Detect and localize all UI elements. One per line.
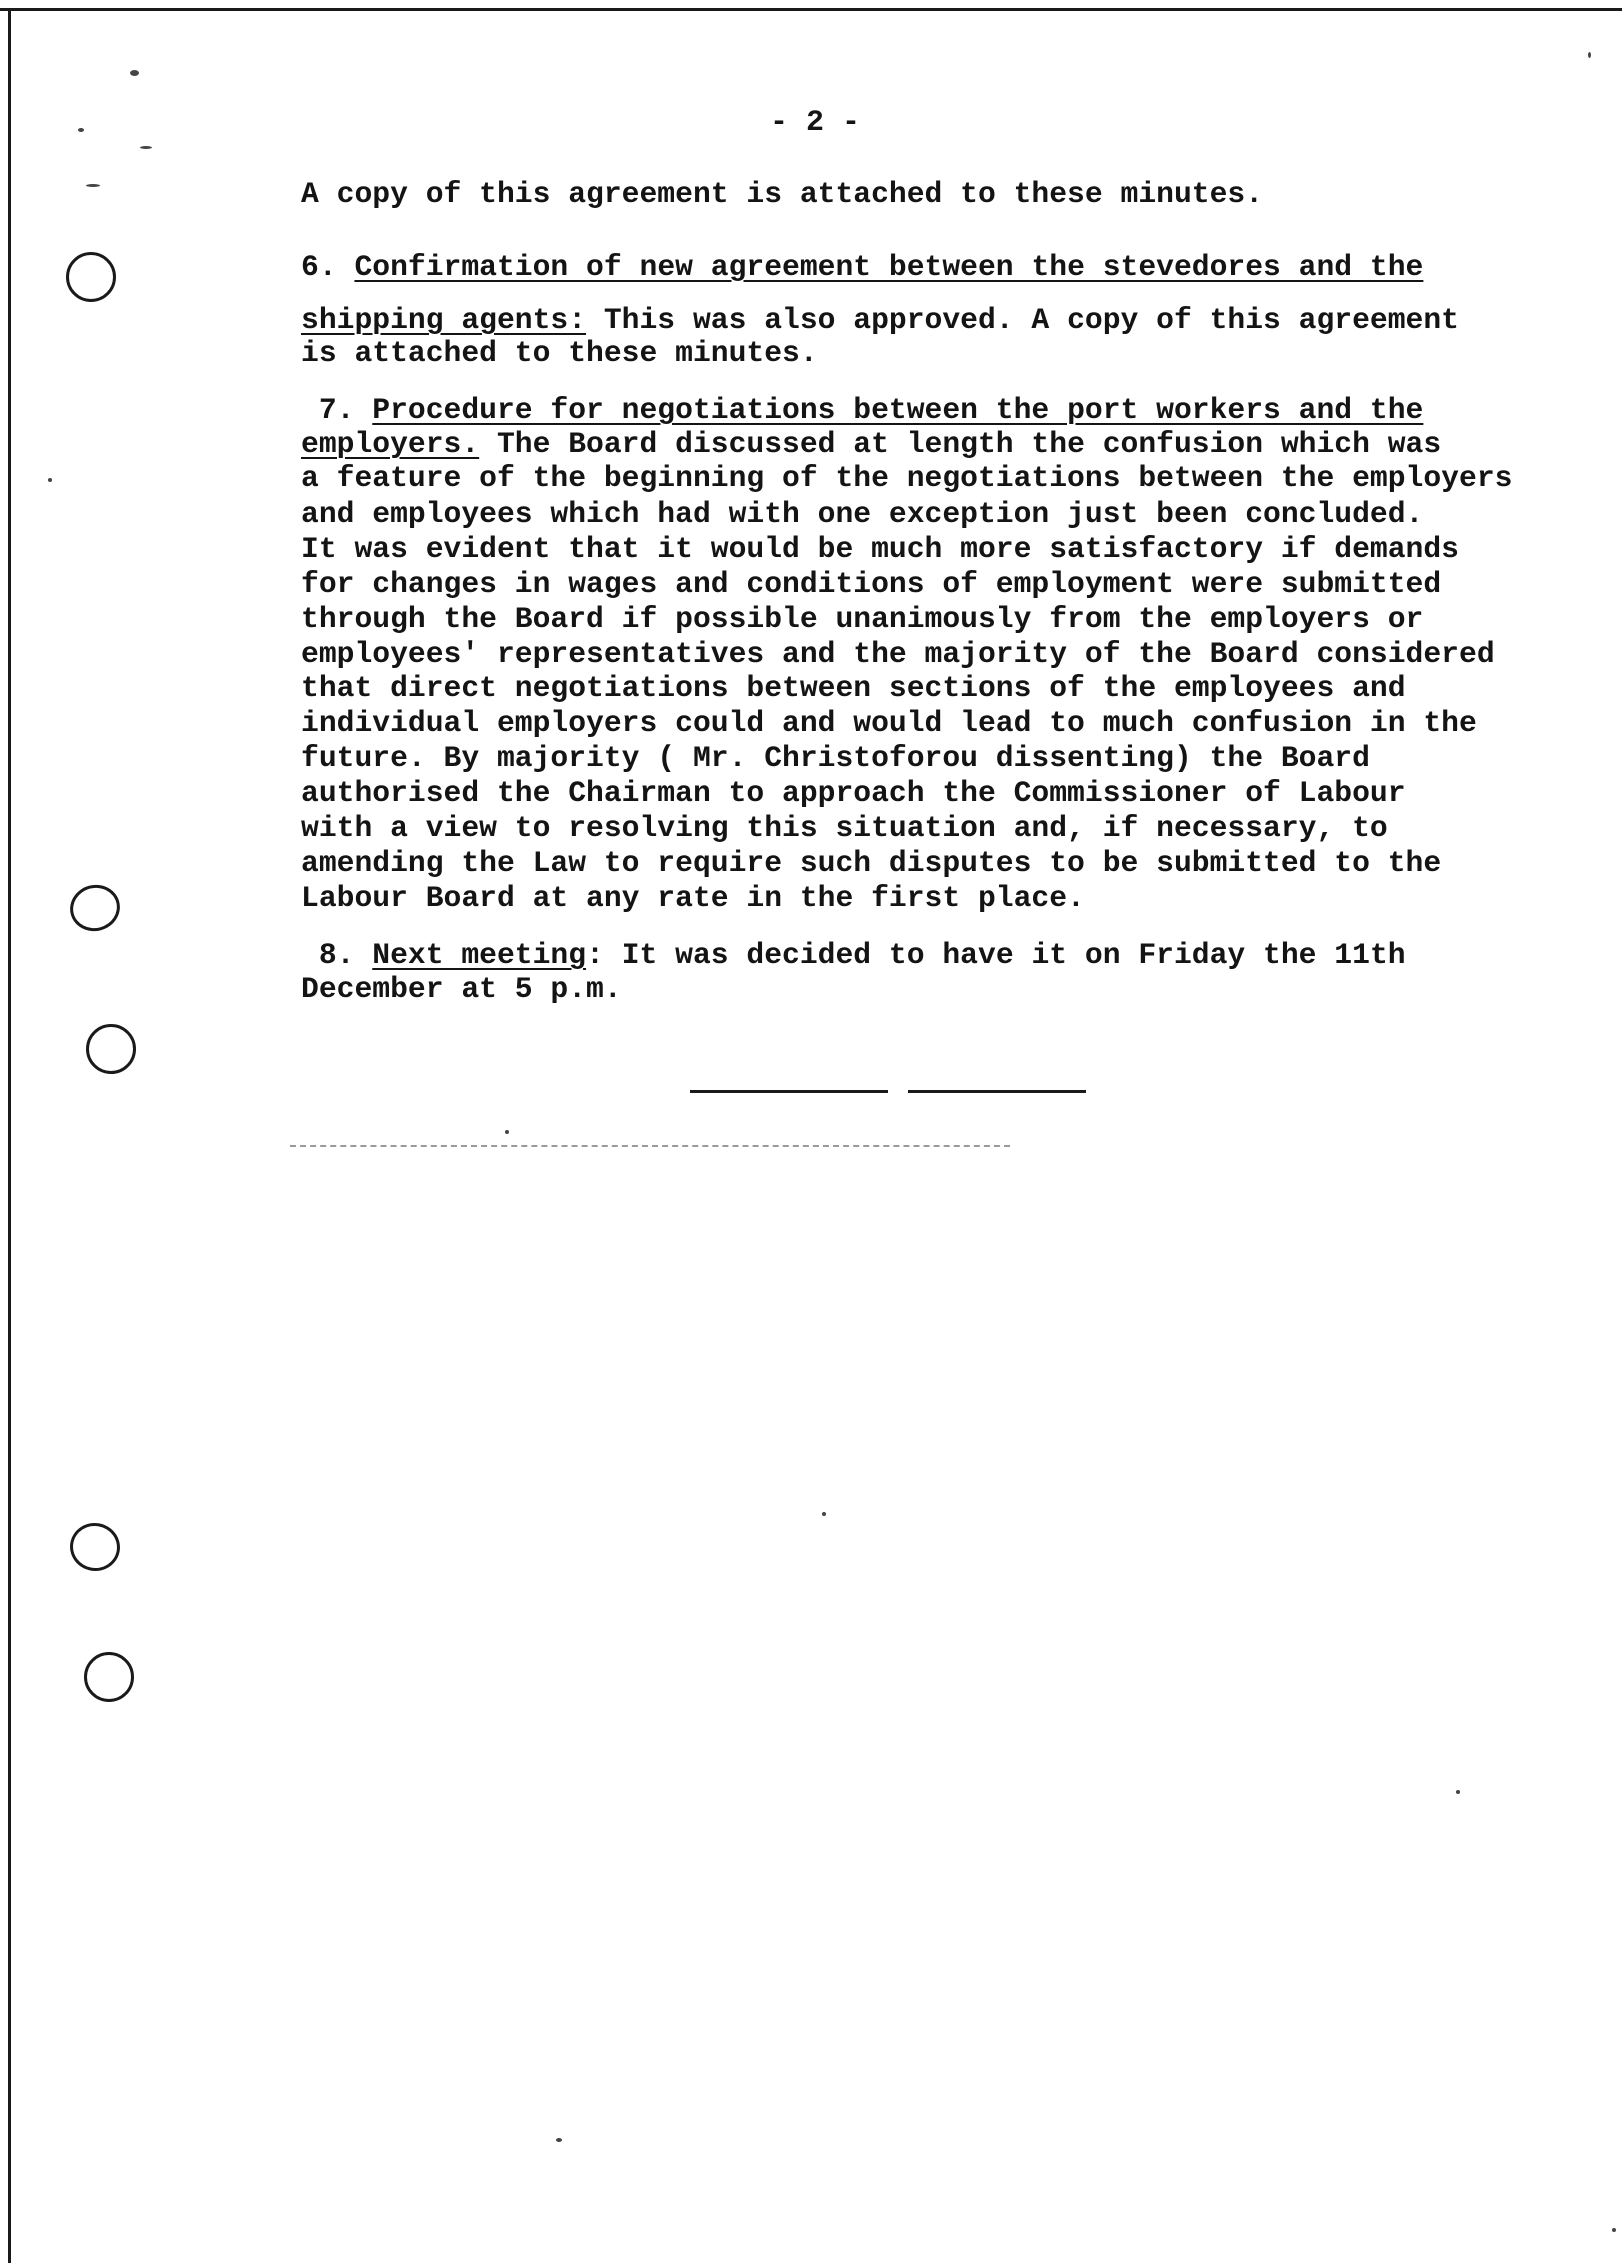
- page-top-edge-line: [0, 8, 1622, 11]
- scan-speck: [1612, 2228, 1616, 2232]
- item-heading: Next meeting: [372, 938, 587, 972]
- page-left-margin-line: [8, 8, 11, 2263]
- scan-speck: [86, 184, 100, 187]
- scan-speck: [78, 128, 84, 132]
- text-run: The Board discussed at length the confusion which was: [479, 427, 1442, 461]
- scan-speck: [130, 70, 139, 76]
- text-line: with a view to resolving this situation and, if necessary, to: [301, 811, 1388, 845]
- item-7-text-line: [301, 427, 1441, 461]
- item-heading: Procedure for negotiations between the port workers and the: [372, 393, 1424, 427]
- scan-speck: [140, 146, 152, 149]
- item-6-heading-line: [301, 250, 1423, 284]
- punch-hole-5: [84, 1652, 134, 1702]
- item-8-heading-line: [301, 938, 1406, 972]
- faint-scan-line: [290, 1145, 1010, 1147]
- closing-rule-right: [908, 1090, 1086, 1093]
- text-line: a feature of the beginning of the negotiations between the employers: [301, 461, 1513, 495]
- text-line: and employees which had with one exception just been concluded.: [301, 497, 1424, 531]
- punch-hole-4: [66, 1519, 124, 1575]
- scan-speck: [48, 478, 52, 482]
- page-number: - 2 -: [769, 106, 860, 140]
- closing-rule-left: [690, 1090, 888, 1093]
- item-6-text-line: [301, 303, 1459, 337]
- text-line: through the Board if possible unanimously from the employers or: [301, 602, 1424, 636]
- text-run: This was also approved. A copy of this agreement: [586, 303, 1460, 337]
- text-line: is attached to these minutes.: [301, 336, 818, 370]
- text-line: for changes in wages and conditions of employment were submitted: [301, 567, 1442, 601]
- item-heading: employers.: [301, 427, 480, 461]
- scan-speck: [556, 2138, 562, 2142]
- scan-speck: [505, 1130, 509, 1134]
- item-heading: Confirmation of new agreement between the stevedores and the: [354, 250, 1424, 284]
- text-line: future. By majority ( Mr. Christoforou dissenting) the Board: [301, 741, 1370, 775]
- item-heading: shipping agents:: [301, 303, 587, 337]
- text-line: Labour Board at any rate in the first place.: [301, 881, 1085, 915]
- item-number: 8.: [301, 938, 373, 972]
- punch-hole-3: [86, 1024, 136, 1074]
- text-line: December at 5 p.m.: [301, 972, 622, 1006]
- punch-hole-1: [66, 252, 116, 302]
- text-run: : It was decided to have it on Friday the 11th: [586, 938, 1406, 972]
- scan-speck: [822, 1512, 826, 1516]
- item-7-heading-line: [301, 393, 1423, 427]
- item-number: 6.: [301, 250, 355, 284]
- text-line: A copy of this agreement is attached to these minutes.: [301, 177, 1264, 211]
- item-number: 7.: [301, 393, 373, 427]
- text-line: individual employers could and would lead to much confusion in the: [301, 706, 1477, 740]
- scan-speck: [1456, 1790, 1460, 1794]
- text-line: employees' representatives and the majority of the Board considered: [301, 637, 1495, 671]
- punch-hole-2: [65, 879, 125, 936]
- text-line: authorised the Chairman to approach the Commissioner of Labour: [301, 776, 1406, 810]
- text-line: amending the Law to require such disputes to be submitted to the: [301, 846, 1442, 880]
- scan-speck: [1588, 52, 1591, 58]
- text-line: It was evident that it would be much more satisfactory if demands: [301, 532, 1460, 566]
- text-line: that direct negotiations between sections of the employees and: [301, 671, 1406, 705]
